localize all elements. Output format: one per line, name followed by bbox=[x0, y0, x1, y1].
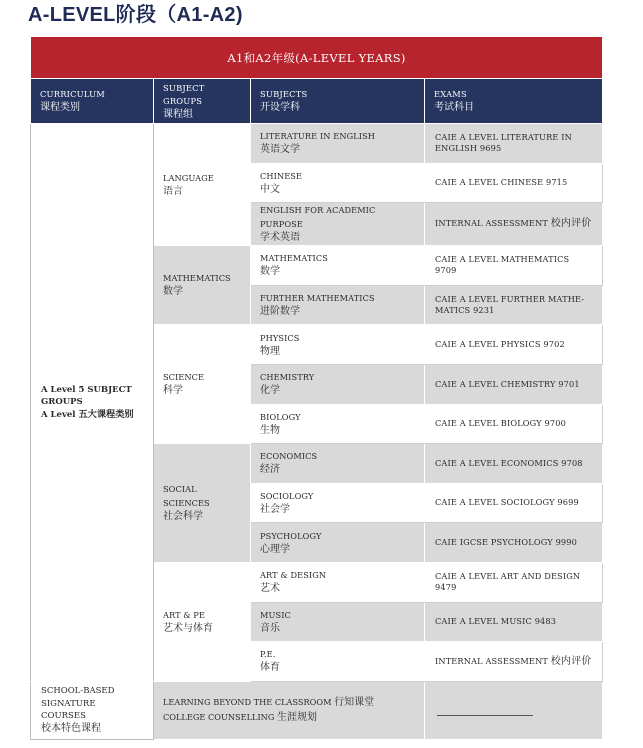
signature-label-line2: SIGNATURE COURSES bbox=[41, 698, 96, 722]
group-name-zh: 社会科学 bbox=[163, 511, 203, 523]
curriculum-table bbox=[30, 36, 603, 740]
subject-name-zh: 社会学 bbox=[260, 504, 290, 516]
subject-name-zh: 学术英语 bbox=[260, 232, 300, 244]
header-subjects-zh: 开设学科 bbox=[260, 102, 300, 113]
curriculum-line2: GROUPS bbox=[41, 397, 83, 408]
subject-name-zh: 数学 bbox=[260, 266, 280, 278]
exam-cell: CAIE A LEVEL FURTHER MATHE-MATICS 9231 bbox=[425, 285, 603, 325]
exam-cell: CAIE A LEVEL BIOLOGY 9700 bbox=[425, 404, 603, 444]
group-name-zh: 语言 bbox=[163, 185, 183, 197]
header-curriculum-en: CURRICULUM bbox=[40, 89, 105, 99]
exam-cell bbox=[425, 642, 603, 682]
group-name-en: LANGUAGE bbox=[163, 172, 214, 183]
subject-cell bbox=[251, 203, 425, 246]
subject-cell bbox=[251, 163, 425, 203]
subject-name-en: MUSIC bbox=[260, 609, 291, 620]
exam-cell: CAIE A LEVEL LITERATURE IN ENGLISH 9695 bbox=[425, 124, 603, 164]
subject-name-zh: 心理学 bbox=[260, 543, 290, 555]
subject-name-en: ENGLISH FOR ACADEMIC PURPOSE bbox=[260, 205, 376, 230]
subject-name-zh: 体育 bbox=[260, 662, 280, 674]
table-banner: A1和A2年级(A-LEVEL YEARS) bbox=[31, 37, 603, 79]
group-name-en: SCIENCE bbox=[163, 372, 205, 383]
curriculum-cell bbox=[31, 124, 154, 682]
subject-cell bbox=[251, 602, 425, 642]
group-cell-language bbox=[154, 124, 251, 246]
exam-cell: CAIE IGCSE PSYCHOLOGY 9990 bbox=[425, 523, 603, 563]
signature-label-zh: 校本特色课程 bbox=[41, 722, 101, 734]
group-name-zh: 数学 bbox=[163, 286, 183, 298]
blank-line bbox=[437, 715, 533, 716]
group-cell-mathematics bbox=[154, 246, 251, 325]
header-subjects bbox=[251, 79, 425, 124]
subject-name-en: PHYSICS bbox=[260, 332, 300, 343]
signature-course1-en: LEARNING BEYOND THE CLASSROOM bbox=[163, 697, 332, 708]
exam-cell: CAIE A LEVEL ART AND DESIGN 9479 bbox=[425, 562, 603, 602]
header-subject-groups bbox=[154, 79, 251, 124]
subject-name-en: MATHEMATICS bbox=[260, 253, 328, 264]
subject-name-zh: 经济 bbox=[260, 464, 280, 476]
signature-courses-cell bbox=[154, 681, 425, 739]
group-name-en: ART & PE bbox=[163, 609, 205, 620]
subject-cell bbox=[251, 523, 425, 563]
header-exams-zh: 考试科目 bbox=[434, 102, 474, 113]
exam-name-zh: 校内评价 bbox=[550, 218, 592, 230]
group-cell-science bbox=[154, 325, 251, 444]
subject-name-en: FURTHER MATHEMATICS bbox=[260, 293, 375, 304]
group-name-en: MATHEMATICS bbox=[163, 273, 231, 284]
table-row bbox=[31, 124, 603, 164]
subject-name-zh: 生物 bbox=[260, 424, 280, 436]
header-groups-zh: 课程组 bbox=[163, 108, 193, 120]
header-exams-en: EXAMS bbox=[434, 89, 467, 99]
subject-name-zh: 英语文学 bbox=[260, 144, 300, 156]
signature-row bbox=[31, 681, 603, 739]
header-subjects-en: SUBJECTS bbox=[260, 89, 308, 99]
exam-cell: CAIE A LEVEL ECONOMICS 9708 bbox=[425, 444, 603, 484]
subject-cell bbox=[251, 444, 425, 484]
subject-name-en: CHINESE bbox=[260, 170, 303, 181]
subject-name-zh: 中文 bbox=[260, 183, 280, 195]
exam-name-en: INTERNAL ASSESSMENT bbox=[435, 655, 548, 666]
exam-cell: CAIE A LEVEL SOCIOLOGY 9699 bbox=[425, 483, 603, 523]
header-curriculum bbox=[31, 79, 154, 124]
curriculum-line3-zh: 五大课程类别 bbox=[78, 408, 134, 420]
signature-label-line1: SCHOOL-BASED bbox=[41, 686, 115, 697]
subject-name-en: ART & DESIGN bbox=[260, 570, 327, 581]
subject-name-zh: 进阶数学 bbox=[260, 306, 300, 318]
subject-name-en: ECONOMICS bbox=[260, 451, 318, 462]
subject-cell bbox=[251, 325, 425, 365]
signature-course2-zh: 生涯规划 bbox=[277, 712, 317, 724]
signature-course2-en: COLLEGE COUNSELLING bbox=[163, 712, 275, 723]
exam-name-zh: 校内评价 bbox=[550, 655, 592, 667]
subject-cell bbox=[251, 404, 425, 444]
subject-cell bbox=[251, 124, 425, 164]
header-row bbox=[31, 79, 603, 124]
subject-name-zh: 物理 bbox=[260, 345, 280, 357]
header-groups-en: SUBJECT GROUPS bbox=[163, 82, 205, 106]
exam-cell: CAIE A LEVEL CHINESE 9715 bbox=[425, 163, 603, 203]
curriculum-line3-en: A Level bbox=[41, 409, 76, 420]
signature-label-cell bbox=[31, 681, 154, 739]
group-name-en: SOCIAL SCIENCES bbox=[163, 484, 210, 509]
exam-cell: CAIE A LEVEL MUSIC 9483 bbox=[425, 602, 603, 642]
subject-cell bbox=[251, 246, 425, 286]
subject-cell bbox=[251, 562, 425, 602]
subject-name-zh: 艺术 bbox=[260, 583, 280, 595]
signature-exam-cell bbox=[425, 681, 603, 739]
header-exams bbox=[425, 79, 603, 124]
group-name-zh: 科学 bbox=[163, 385, 183, 397]
header-curriculum-zh: 课程类别 bbox=[40, 102, 80, 113]
curriculum-line1: A Level 5 SUBJECT bbox=[41, 384, 132, 395]
exam-cell bbox=[425, 203, 603, 246]
subject-name-zh: 化学 bbox=[260, 385, 280, 397]
signature-course1-zh: 行知课堂 bbox=[334, 697, 375, 709]
exam-cell: CAIE A LEVEL PHYSICS 9702 bbox=[425, 325, 603, 365]
subject-name-en: PSYCHOLOGY bbox=[260, 530, 322, 541]
page-title: A-LEVEL阶段（A1-A2) bbox=[28, 4, 243, 26]
exam-cell: CAIE A LEVEL CHEMISTRY 9701 bbox=[425, 364, 603, 404]
subject-name-en: CHEMISTRY bbox=[260, 372, 315, 383]
group-cell-art-pe bbox=[154, 562, 251, 681]
group-name-zh: 艺术与体育 bbox=[163, 622, 213, 634]
subject-name-en: BIOLOGY bbox=[260, 411, 301, 422]
subject-cell bbox=[251, 364, 425, 404]
subject-cell bbox=[251, 483, 425, 523]
subject-cell bbox=[251, 285, 425, 325]
group-cell-social-sciences bbox=[154, 444, 251, 563]
subject-name-zh: 音乐 bbox=[260, 622, 280, 634]
exam-name-en: INTERNAL ASSESSMENT bbox=[435, 218, 548, 229]
subject-name-en: P.E. bbox=[260, 649, 276, 660]
subject-cell bbox=[251, 642, 425, 682]
subject-name-en: SOCIOLOGY bbox=[260, 491, 314, 502]
exam-cell: CAIE A LEVEL MATHEMATICS 9709 bbox=[425, 246, 603, 286]
subject-name-en: LITERATURE IN ENGLISH bbox=[260, 131, 376, 142]
